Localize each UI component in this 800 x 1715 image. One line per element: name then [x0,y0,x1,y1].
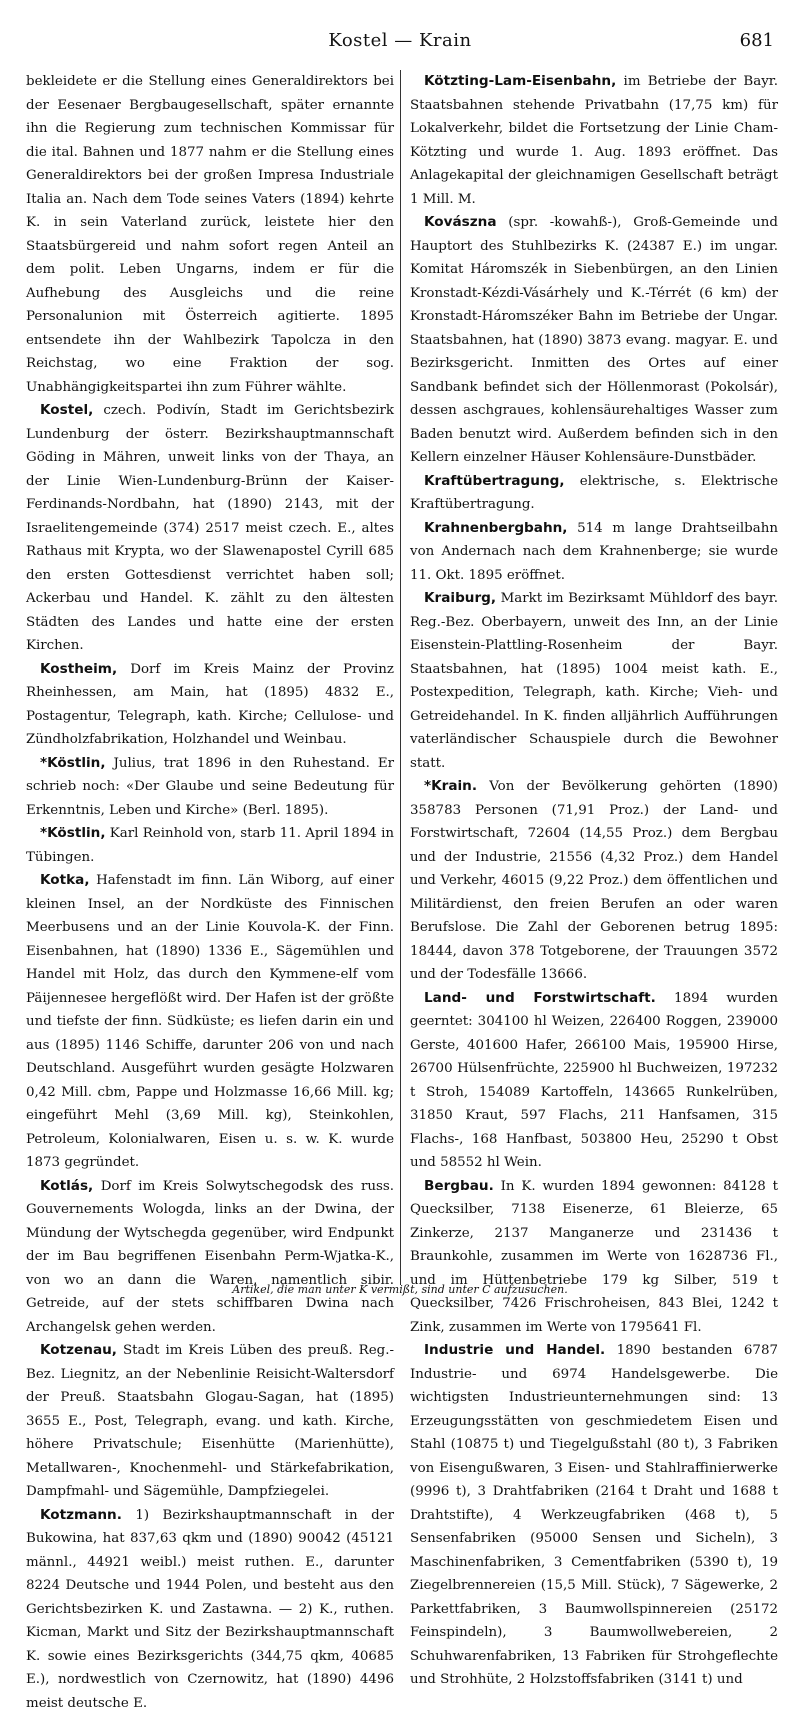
entry-text: elektrische, s. Elektrische Kraftübertragung. [410,474,778,513]
entry-headword: Krahnenbergbahn, [424,520,567,536]
entry-headword: Kotzenau, [40,1342,117,1358]
entry-paragraph [410,587,778,775]
entry-text: Julius, trat 1896 in den Ruhestand. Er schrieb noch: «Der Glaube und seine Bedeutung für Erkenntnis, Leben und Kirche» (Berl. 1895). [26,756,394,818]
entry-text: Markt im Bezirksamt Mühldorf des bayr. Reg.-Bez. Oberbayern, unweit des Inn, an der Linie Eisenstein-Plattling-Rosenheim der Bayr. Staatsbahnen, hat (1895) 1004 meist kath. E., Postexpedition, Telegraph, kath. Kirche; Vieh- und Getreidehandel. In K. finden alljährlich Aufführungen vaterländischer Schauspiele durch die Bewohner statt. [410,591,778,771]
entry-headword: *Krain. [424,778,477,794]
entry-headword: Kötzting-Lam-Eisenbahn, [424,73,616,89]
entry-text: In K. wurden 1894 gewonnen: 84128 t Quecksilber, 7138 Eisenerze, 61 Bleierze, 65 Zinkerze, 2137 Manganerze und 231436 t Braunkohle, zusammen im Werte von 1628736 Fl., und im Hüttenbetriebe 179 kg Silber, 519 t Quecksilber, 7426 Frischroheisen, 843 Blei, 1242 t Zink, zusammen im Werte von 1795641 Fl. [410,1179,778,1335]
entry-text: (spr. -kowahß-), Groß-Gemeinde und Hauptort des Stuhlbezirks K. (24387 E.) im ungar. Komitat Háromszék in Siebenbürgen, an den Linien Kronstadt-Kézdi-Vásárhely und K.-Térrét (6 km) der Kronstadt-Háromszéker Bahn im Betriebe der Ungar. Staatsbahnen, hat (1890) 3873 evang. magyar. E. und Bezirksgericht. Inmitten des Ortes auf einer Sandbank befindet sich der Höllenmorast (Pokolsár), dessen aschgraues, kohlensäurehaltiges Wasser zum Baden benutzt wird. Außerdem befinden sich in den Kellern einzelner Häuser Kohlensäure-Dunstbäder. [410,215,778,465]
entry-headword: Kraftübertragung, [424,473,565,489]
entry-paragraph [26,1504,394,1715]
entry-headword: Kotka, [40,872,90,888]
entry-headword: Kovászna [424,214,497,230]
page-number: 681 [740,30,774,51]
right-column [410,70,778,1285]
entry-headword: Kotlás, [40,1178,93,1194]
entry-headword: Industrie und Handel. [424,1342,605,1358]
running-head [26,30,774,56]
entry-headword: Kotzmann. [40,1507,122,1523]
entry-headword: Land- und Forstwirtschaft. [424,990,656,1006]
entry-text: bekleidete er die Stellung eines Generaldirektors bei der Eesenaer Bergbaugesellschaft, später ernannte ihn die Regierung zum technischen Kommissar für die ital. Bahnen und 1877 nahm er die Stellung eines Generaldirektors bei der großen Impresa Industriale Italia an. Nach dem Tode seines Vaters (1894) kehrte K. in sein Vaterland zurück, leistete hier den Staatsbürgereid und nahm sofort regen Anteil an dem polit. Leben Ungarns, indem er für die Aufhebung des Ausgleichs und die reine Personalunion mit Österreich agitierte. 1895 entsendete ihn der Wahlbezirk Tapolcza in den Reichstag, wo eine Fraktion der sog. Unabhängigkeitspartei ihn zum Führer wählte. [26,74,394,395]
entry-text: 514 m lange Drahtseilbahn von Andernach nach dem Krahnenberge; sie wurde 11. Okt. 1895 eröffnet. [410,521,778,583]
entry-headword: *Köstlin, [40,825,106,841]
entry-paragraph [410,211,778,470]
column-divider [400,70,401,1285]
entry-headword: *Köstlin, [40,755,106,771]
page-title: Kostel — Krain [26,30,774,51]
entry-text: 1894 wurden geerntet: 304100 hl Weizen, 226400 Roggen, 239000 Gerste, 401600 Hafer, 266100 Mais, 195900 Hirse, 26700 Hülsenfrüchte, 225900 hl Buchweizen, 197232 t Stroh, 154089 Kartoffeln, 143665 Runkelrüben, 31850 Kraut, 597 Flachs, 211 Hanfsamen, 315 Flachs-, 168 Hanfbast, 503800 Heu, 25290 t Obst und 58552 hl Wein. [410,991,778,1171]
entry-text: Hafenstadt im finn. Län Wiborg, auf einer kleinen Insel, an der Nordküste des Finnischen Meerbusens und an der Linie Kouvola-K. der Finn. Eisenbahnen, hat (1890) 1336 E., Sägemühlen und Handel mit Holz, das durch den Kymmene-elf vom Päijennesee hergeflößt wird. Der Hafen ist der größte und tiefste der finn. Südküste; es liefen darin ein und aus (1895) 1146 Schiffe, darunter 206 von und nach Deutschland. Ausgeführt wurden gesägte Holzwaren 0,42 Mill. cbm, Pappe und Holzmasse 16,66 Mill. kg; eingeführt Mehl (3,69 Mill. kg), Steinkohlen, Petroleum, Kolonialwaren, Eisen u. s. w. K. wurde 1873 gegründet. [26,873,394,1170]
page-footer-note: Artikel, die man unter K vermißt, sind unter C aufzusuchen. [0,1283,800,1296]
entry-paragraph [26,658,394,752]
entry-paragraph [410,517,778,588]
left-column [26,70,394,1285]
entry-paragraph [26,752,394,823]
entry-paragraph [26,822,394,869]
entry-paragraph [410,470,778,517]
entry-paragraph [410,1175,778,1340]
entry-text: Von der Bevölkerung gehörten (1890) 358783 Personen (71,91 Proz.) der Land- und Forstwirtschaft, 72604 (14,55 Proz.) dem Bergbau und der Industrie, 21556 (4,32 Proz.) dem Handel und Verkehr, 46015 (9,22 Proz.) dem öffentlichen und Militärdienst, den freien Berufen an oder waren Berufslose. Die Zahl der Geborenen betrug 1895: 18444, davon 378 Totgeborene, der Trauungen 3572 und der Todesfälle 13666. [410,779,778,982]
entry-text: Dorf im Kreis Solwytschegodsk des russ. Gouvernements Wologda, links an der Dwina, der Mündung der Wytschegda gegenüber, wird Endpunkt der im Bau begriffenen Eisenbahn Perm-Wjatka-K., von wo an dann die Waren, namentlich sibir. Getreide, auf der stets schiffbaren Dwina nach Archangelsk gehen werden. [26,1179,394,1335]
entry-text: czech. Podivín, Stadt im Gerichtsbezirk Lundenburg der österr. Bezirkshauptmannschaft Göding in Mähren, unweit links von der Thaya, an der Linie Wien-Lundenburg-Brünn der Kaiser-Ferdinands-Nordbahn, hat (1890) 2143, mit der Israelitengemeinde (374) 2517 meist czech. E., altes Rathaus mit Krypta, wo der Slawenapostel Cyrill 685 den ersten Gottesdienst verrichtet haben soll; Ackerbau und Handel. K. zählt zu den ältesten Städten des Landes und hatte eine der ersten Kirchen. [26,403,394,653]
entry-text: im Betriebe der Bayr. Staatsbahnen stehende Privatbahn (17,75 km) für Lokalverkehr, bildet die Fortsetzung der Linie Cham-Kötzting und wurde 1. Aug. 1893 eröffnet. Das Anlagekapital der gleichnamigen Gesellschaft beträgt 1 Mill. M. [410,74,778,207]
entry-text: Dorf im Kreis Mainz der Provinz Rheinhessen, am Main, hat (1895) 4832 E., Postagentur, Telegraph, kath. Kirche; Cellulose- und Zündholzfabrikation, Holzhandel und Weinbau. [26,662,394,748]
entry-paragraph [410,775,778,987]
entry-text: 1) Bezirkshauptmannschaft in der Bukowina, hat 837,63 qkm und (1890) 90042 (45121 männl., 44921 weibl.) meist ruthen. E., darunter 8224 Deutsche und 1944 Polen, und besteht aus den Gerichtsbezirken K. und Zastawna. — 2) K., ruthen. Kicman, Markt und Sitz der Bezirkshauptmannschaft K. sowie eines Bezirksgerichts (344,75 qkm, 40685 E.), nordwestlich von Czernowitz, hat (1890) 4496 meist deutsche E. [26,1508,394,1711]
entry-paragraph [26,1339,394,1504]
entry-paragraph [26,70,394,399]
entry-paragraph [26,1175,394,1340]
entry-text: Stadt im Kreis Lüben des preuß. Reg.-Bez. Liegnitz, an der Nebenlinie Reisicht-Waltersdorf der Preuß. Staatsbahn Glogau-Sagan, hat (1895) 3655 E., Post, Telegraph, evang. und kath. Kirche, höhere Privatschule; Eisenhütte (Marienhütte), Metallwaren-, Knochenmehl- und Stärkefabrikation, Dampfmahl- und Sägemühle, Dampfziegelei. [26,1343,394,1499]
entry-paragraph [410,1339,778,1692]
entry-text: 1890 bestanden 6787 Industrie- und 6974 Handelsgewerbe. Die wichtigsten Industrieunternehmungen sind: 13 Erzeugungsstätten von geschmiedetem Eisen und Stahl (10875 t) und Tiegelgußstahl (80 t), 3 Fabriken von Eisengußwaren, 3 Eisen- und Stahlraffinierwerke (9996 t), 3 Drahtfabriken (2164 t Draht und 1688 t Drahtstifte), 4 Werkzeugfabriken (468 t), 5 Sensenfabriken (95000 Sensen und Sicheln), 3 Maschinenfabriken, 3 Cementfabriken (5390 t), 19 Ziegelbrennereien (15,5 Mill. Stück), 7 Sägewerke, 2 Parkettfabriken, 3 Baumwollspinnereien (25172 Feinspindeln), 3 Baumwollwebereien, 2 Schuhwarenfabriken, 13 Fabriken für Strohgeflechte und Strohhüte, 2 Holzstoffsfabriken (3141 t) und [410,1343,778,1687]
entry-paragraph [26,399,394,658]
entry-headword: Kostel, [40,402,93,418]
entry-paragraph [410,70,778,211]
entry-headword: Kostheim, [40,661,117,677]
text-columns [26,70,778,1285]
entry-text: Karl Reinhold von, starb 11. April 1894 in Tübingen. [26,826,394,865]
entry-headword: Bergbau. [424,1178,494,1194]
entry-headword: Kraiburg, [424,590,496,606]
entry-paragraph [26,869,394,1175]
entry-paragraph [410,987,778,1175]
